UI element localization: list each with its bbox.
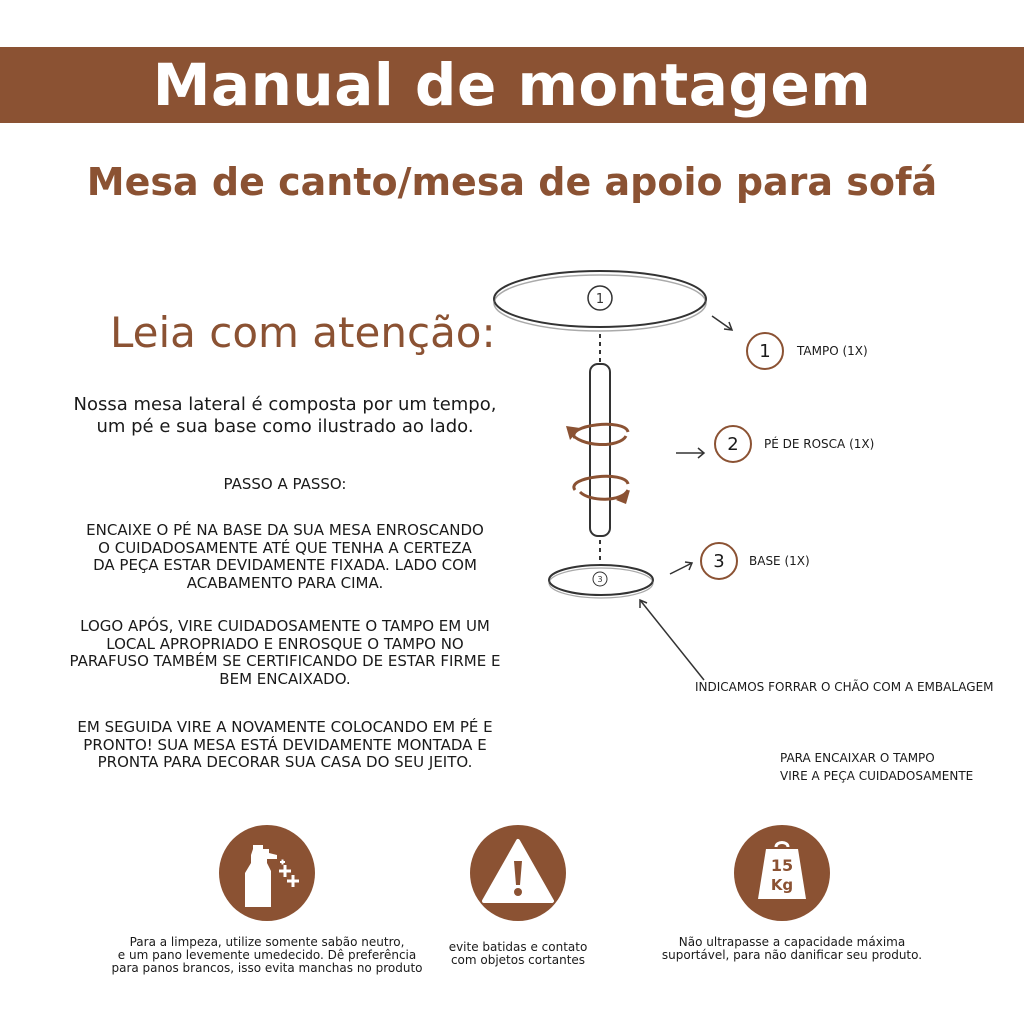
step-line: BEM ENCAIXADO. bbox=[219, 669, 351, 688]
steps-title: PASSO A PASSO: bbox=[223, 475, 347, 493]
part-label-tabletop: TAMPO (1X) bbox=[797, 344, 868, 358]
caption-line: Não ultrapasse a capacidade máxima bbox=[678, 935, 906, 949]
warning-caption bbox=[420, 941, 616, 967]
leg-shape bbox=[590, 364, 610, 536]
caption-line: e um pano levemente umedecido. Dê preferência bbox=[117, 948, 417, 962]
caption-line: Para a limpeza, utilize somente sabão neutro, bbox=[129, 935, 405, 949]
step-line: ENCAIXE O PÉ NA BASE DA SUA MESA ENROSCANDO bbox=[86, 521, 484, 539]
floor-pointer-line bbox=[640, 600, 704, 680]
side-note-line: VIRE A PEÇA CUIDADOSAMENTE bbox=[780, 769, 974, 783]
tabletop-number-text: 1 bbox=[595, 292, 605, 307]
intro-line: Nossa mesa lateral é composta por um tempo, bbox=[73, 394, 497, 415]
caption-line: para panos brancos, isso evita manchas no produto bbox=[111, 961, 423, 975]
cleaning-caption bbox=[100, 936, 434, 975]
step-line: DA PEÇA ESTAR DEVIDAMENTE FIXADA. LADO COM bbox=[93, 556, 477, 574]
weight-value: 15 bbox=[770, 856, 794, 875]
part-label-base: BASE (1X) bbox=[749, 554, 810, 568]
side-note-line: PARA ENCAIXAR O TAMPO bbox=[780, 751, 935, 765]
cleaning-spray-icon bbox=[219, 825, 315, 921]
step-line: PARAFUSO TAMBÉM SE CERTIFICANDO DE ESTAR FIRME E bbox=[69, 652, 501, 670]
step-line: ACABAMENTO PARA CIMA. bbox=[186, 573, 384, 592]
part-number-badge: 2 bbox=[714, 425, 752, 463]
part-number-badge: 3 bbox=[700, 542, 738, 580]
base-number-text: 3 bbox=[597, 575, 603, 584]
step-line: LOCAL APROPRIADO E ENROSQUE O TAMPO NO bbox=[106, 634, 464, 653]
floor-protection-note: INDICAMOS FORRAR O CHÃO COM A EMBALAGEM bbox=[695, 680, 994, 694]
spray-bottle-graphic bbox=[219, 825, 315, 921]
warning-triangle-icon bbox=[470, 825, 566, 921]
weight-graphic bbox=[734, 825, 830, 921]
product-subtitle: Mesa de canto/mesa de apoio para sofá bbox=[86, 160, 938, 204]
step-line: LOGO APÓS, VIRE CUIDADOSAMENTE O TAMPO EM UM bbox=[80, 617, 490, 635]
side-note bbox=[780, 749, 980, 785]
step-line: PRONTA PARA DECORAR SUA CASA DO SEU JEITO. bbox=[97, 753, 473, 771]
part-label-leg: PÉ DE ROSCA (1X) bbox=[764, 437, 875, 451]
weight-unit: Kg bbox=[770, 876, 794, 894]
step-line: PRONTO! SUA MESA ESTÁ DEVIDAMENTE MONTADA E bbox=[83, 735, 487, 754]
step-line: O CUIDADOSAMENTE ATÉ QUE TENHA A CERTEZA bbox=[98, 538, 472, 557]
intro-line: um pé e sua base como ilustrado ao lado. bbox=[96, 416, 474, 437]
caption-line: com objetos cortantes bbox=[450, 953, 586, 967]
part-number-badge: 1 bbox=[746, 332, 784, 370]
weight-15kg-icon bbox=[734, 825, 830, 921]
weight-caption bbox=[640, 936, 944, 962]
warning-graphic bbox=[470, 825, 566, 921]
read-carefully-heading: Leia com atenção: bbox=[110, 308, 496, 357]
step-line: EM SEGUIDA VIRE A NOVAMENTE COLOCANDO EM PÉ E bbox=[77, 718, 493, 736]
caption-line: evite batidas e contato bbox=[448, 940, 588, 954]
pointer-arrow-base bbox=[670, 563, 692, 574]
page-title: Manual de montagem bbox=[152, 51, 872, 119]
caption-line: suportável, para não danificar seu produto. bbox=[661, 948, 923, 962]
